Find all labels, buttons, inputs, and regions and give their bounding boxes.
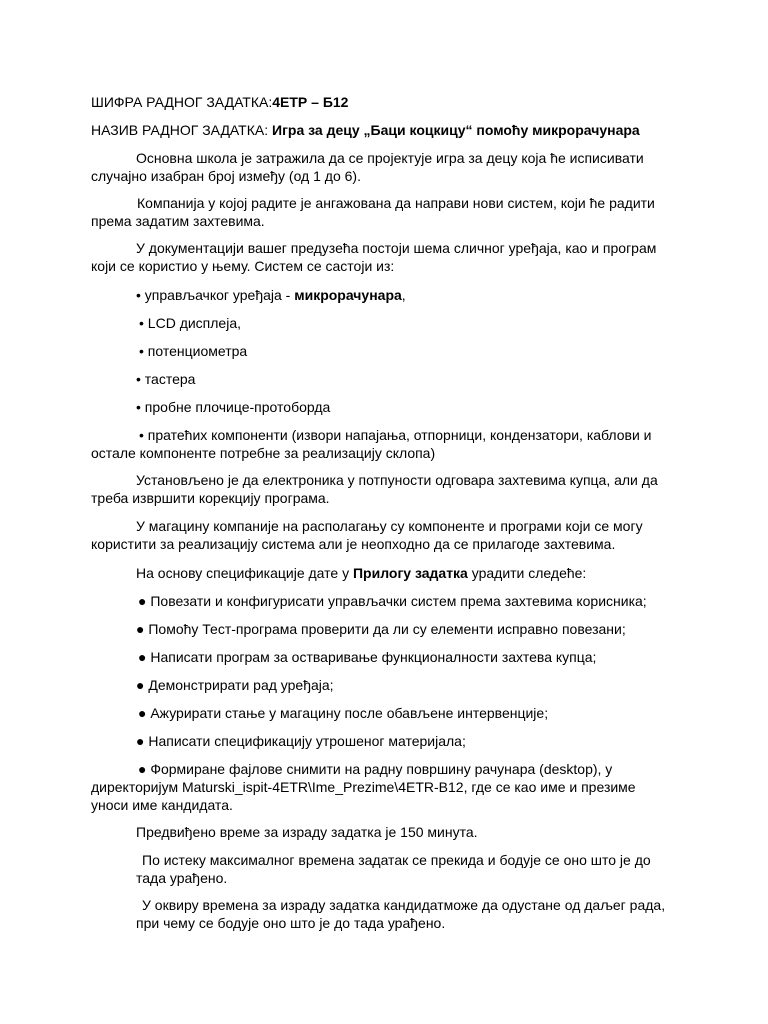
task-item-4: ● Демонстрирати рад уређаја; — [136, 677, 334, 693]
text-line: У документацији вашег предузећа постоји шема сличног уређаја, као и програм — [136, 240, 657, 256]
component-potentiometer: • потенциометра — [139, 343, 248, 359]
task-name-value: Игра за децу „Баци коцкицу“ помоћу микрорачунара — [272, 122, 640, 138]
task-code — [91, 93, 691, 111]
task-item-2: ● Помоћу Тест-програма проверити да ли су елементи исправно повезани; — [136, 621, 626, 637]
text-line: Установљено је да електроника у потпуности одговара захтевима купца, али да — [136, 472, 658, 488]
text-line: случајно изабран број између (од 1 до 6). — [91, 168, 361, 184]
spec-bold: Прилогу задатка — [352, 565, 468, 581]
component-lcd: • LCD дисплеја, — [139, 315, 241, 331]
component-accessories — [91, 426, 691, 462]
expiry-note — [91, 851, 691, 887]
text-line: користити за реализацију система али је неопходно да се прилагоде захтевима. — [91, 536, 616, 552]
task-name — [91, 121, 691, 139]
task-item-6: ● Написати спецификацију утрошеног материјала; — [136, 733, 466, 749]
task-item-3: ● Написати програм за остваривање функционалности захтева купца; — [138, 649, 597, 665]
text-line: при чему се бодује оно што је до тада урађено. — [136, 915, 446, 931]
task-name-label: НАЗИВ РАДНОГ ЗАДАТКА: — [91, 122, 273, 138]
text-line: према задатим захтевима. — [91, 213, 265, 229]
spec-suffix: урадити следеће: — [467, 565, 587, 581]
spec-prefix: На основу спецификације дате у — [136, 565, 353, 581]
text-line: директоријум Maturski_ispit-4ETR\Ime_Prezime\4ETR-B12, где се као име и презиме — [91, 779, 636, 795]
text-line: који се користио у њему. Систем се састоји из: — [91, 258, 395, 274]
text-line: треба извршити корекцију програма. — [91, 490, 330, 506]
task-code-value: 4ЕТР – Б12 — [272, 94, 349, 110]
intro-paragraph-1 — [91, 149, 691, 185]
time-limit: Предвиђено време за израду задатка је 150 минута. — [136, 824, 478, 840]
intro-paragraph-3 — [91, 239, 691, 275]
text-line: ● Формиране фајлове снимити на радну површину рачунара (desktop), у — [138, 761, 613, 777]
spec-instruction — [91, 564, 736, 582]
status-paragraph-2 — [91, 517, 691, 553]
component-button: • тастера — [136, 371, 196, 387]
task-item-5: ● Ажурирати стање у магацину после обављене интервенције; — [138, 705, 549, 721]
text-line: У магацину компаније на располагању су компоненте и програми који се могу — [136, 518, 643, 534]
status-paragraph-1 — [91, 471, 691, 507]
text-line: тада урађено. — [136, 870, 228, 886]
withdraw-note — [91, 896, 691, 932]
component-bold: микрорачунара — [294, 287, 402, 303]
text-line: Основна школа је затражила да се пројектује игра за децу која ће исписивати — [136, 150, 644, 166]
text-line: уноси име кандидата. — [91, 797, 233, 813]
text-line: остале компоненте потребне за реализацију склопа) — [91, 445, 436, 461]
component-prefix: • управљачког уређаја - — [136, 287, 295, 303]
text-line: • пратећих компоненти (извори напајања, отпорници, кондензатори, каблови и — [139, 427, 652, 443]
text-line: По истеку максималног времена задатак се прекида и бодује се оно што је до — [142, 852, 651, 868]
component-microcontroller — [91, 286, 736, 304]
component-breadboard: • пробне плочице-протоборда — [136, 399, 331, 415]
component-suffix: , — [401, 287, 406, 303]
task-code-label: ШИФРА РАДНОГ ЗАДАТКА: — [91, 94, 273, 110]
intro-paragraph-2 — [91, 194, 691, 230]
task-item-1: ● Повезати и конфигурисати управљачки систем према захтевима корисника; — [138, 593, 647, 609]
text-line: Компанија у којој радите је ангажована да направи нови систем, који ће радити — [137, 195, 655, 211]
task-item-7 — [91, 760, 691, 814]
text-line: У оквиру времена за израду задатка кандидатможе да одустане од даљег рада, — [142, 897, 666, 913]
